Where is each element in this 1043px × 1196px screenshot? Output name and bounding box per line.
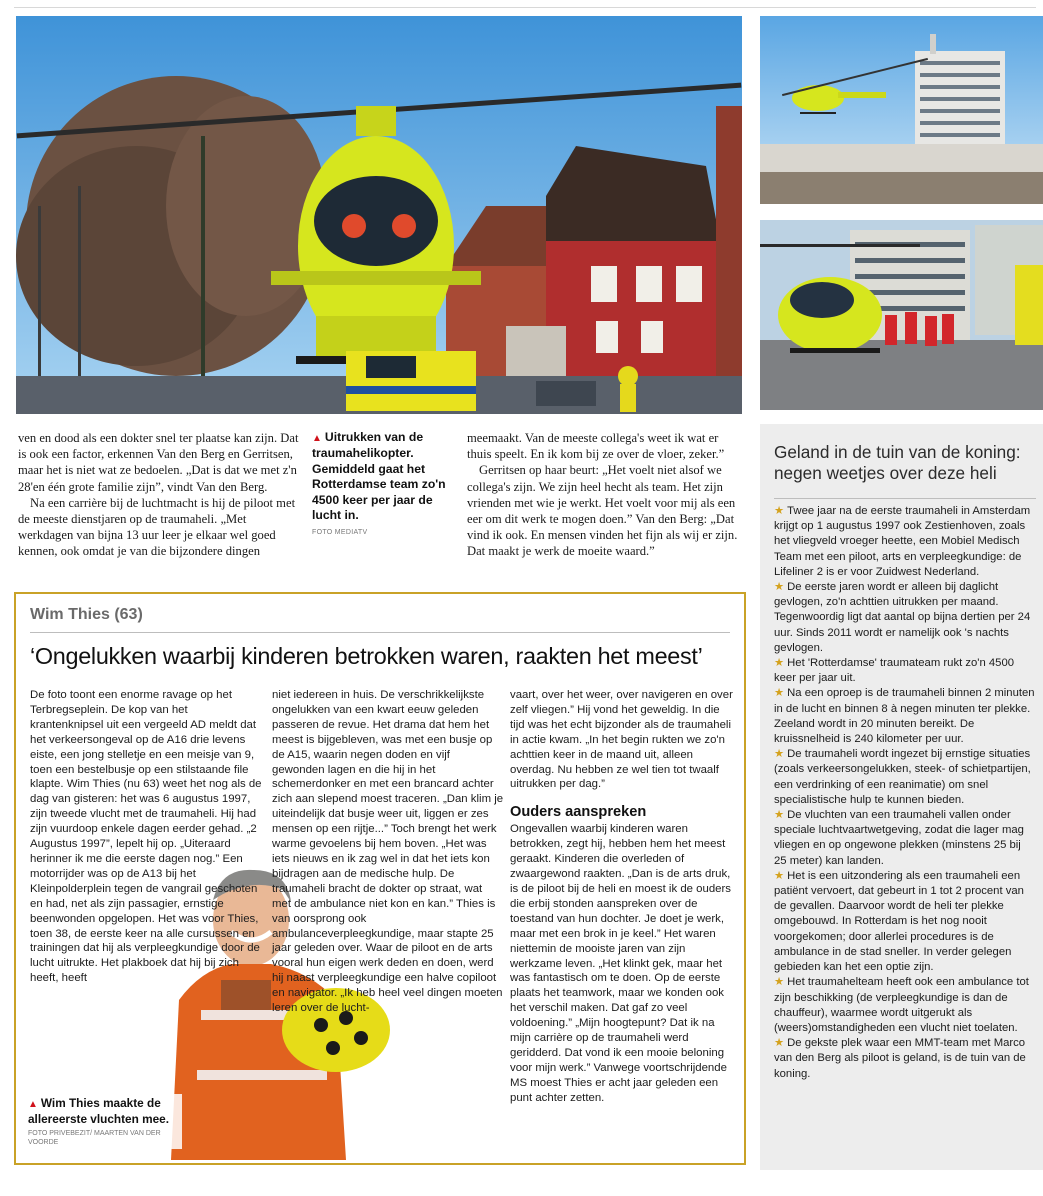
profile-paragraph: vaart, over het weer, over navigeren en over zelf vliegen.” Hij vond het geweldig. In die tijd was het echt bijzonder als de traumaheli in actie kwam. „In het begin rukten we zo'n achttien keer in de maand uit, alleen overdag. Nu hebben ze wel tien tot twaalf uitrukken per dag.” bbox=[510, 689, 733, 791]
star-icon: ★ bbox=[774, 976, 785, 989]
star-icon: ★ bbox=[774, 687, 785, 700]
profile-column-2: niet iedereen in huis. De verschrikkelijkste ongelukken van een kwart eeuw geleden passeren de revue. Het drama dat hem het meest is bijgebleven, was met een busje op de A15, waarin negen doden en vijf gewonden lagen en die hij in het schemerdonker en met een brancard achter zich aan slepend moest traceren. „Dan klim je uiteindelijk dat busje weer uit, liggen er zes mensen op een rijtje...” Toch brengt het werk warme gevoelens bij hem boven. „Het was iets nieuws en ik zag wel in dat het iets kon bijdragen aan de medische hulp. De traumaheli bracht de dokter op straat, wat met de ambulance niet kon en kan.” Thies is van oorsprong ook ambulanceverpleegkundige, maar stapte 25 jaar geleden over. Waar de piloot en de arts vooral hun eigen werk deden en doen, werd hij naast verpleegkundige een halve copiloot en navigator. „Ik heb heel veel dingen moeten leren over de lucht- bbox=[272, 689, 504, 1015]
sidebar-divider bbox=[774, 498, 1036, 499]
star-icon: ★ bbox=[774, 809, 785, 822]
article-column-1 bbox=[18, 430, 304, 560]
top-rule bbox=[14, 7, 1036, 8]
fact-item: ★ De eerste jaren wordt er alleen bij daglicht gevlogen, zo'n achttien uitrukken per maand. Tegenwoordig ligt dat aantal op bijna dertien per 24 uur. Sinds 2011 wordt er namelijk ook 's nachts gevlogen. bbox=[774, 581, 1031, 654]
fact-item: ★ De gekste plek waar een MMT-team met Marco van den Berg als piloot is geland, is de tuin van de koning. bbox=[774, 1037, 1026, 1080]
article-paragraph: Gerritsen op haar beurt: „Het voelt niet alsof we collega's zijn. We zijn heel hecht als team. Het zijn vrienden met wie je werkt. Het voelt voor mij als een eer om dit werk te mogen doen.” Van den Berg: „Dat vind ik ook. En mensen vinden het fijn als wij er zijn. Dat maakt je werk de moeite waard.” bbox=[467, 463, 738, 559]
article-paragraph: meemaakt. Van de meeste collega's weet ik wat er thuis speelt. En ik kom bij ze over de vloer, zeker.” bbox=[467, 431, 725, 462]
profile-name-rule bbox=[30, 632, 730, 633]
star-icon: ★ bbox=[774, 1037, 785, 1050]
facts-sidebar bbox=[760, 424, 1043, 1170]
main-helicopter-photo bbox=[16, 16, 742, 414]
star-icon: ★ bbox=[774, 581, 785, 594]
caption-marker-icon: ▲ bbox=[28, 1099, 38, 1110]
article-paragraph: Na een carrière bij de luchtmacht is hij de piloot met de meeste dienstjaren op de traumaheli. „Met werkdagen van bijna 13 uur leer je elkaar wel goed kennen, ook omdat je van die bijzondere dingen bbox=[18, 495, 296, 559]
helicopter-landing-team-photo bbox=[760, 220, 1043, 410]
star-icon: ★ bbox=[774, 657, 785, 670]
caption-marker-icon: ▲ bbox=[312, 433, 322, 444]
portrait-caption-block bbox=[24, 1094, 182, 1149]
fact-item: ★ De traumaheli wordt ingezet bij ernstige situaties (zoals verkeersongelukken, steek- of schietpartijen, een verdrinking of een reanimatie) om snel specialistische hulp te kunnen bieden. bbox=[774, 748, 1031, 806]
profile-subhead: Ouders aanspreken bbox=[510, 804, 647, 821]
portrait-caption: Wim Thies maakte de allereerste vluchten mee. bbox=[28, 1096, 169, 1127]
profile-name: Wim Thies (63) bbox=[30, 606, 143, 623]
article-paragraph: ven en dood als een dokter snel ter plaatse kan zijn. Dat is ook een factor, erkennen Van den Berg en Gerritsen, maar het is niet wat ze bedoelen. „Dat is dat we met z'n 28'en één grote familie zijn”, vindt Van den Berg. bbox=[18, 431, 299, 494]
profile-column-3 bbox=[510, 688, 734, 1106]
photo-caption: Uitrukken van de traumahelikopter. Gemiddeld gaat het Rotterdamse team zo'n 4500 keer per jaar de lucht in. bbox=[312, 430, 446, 523]
star-icon: ★ bbox=[774, 869, 785, 882]
fact-item: ★ Na een oproep is de traumaheli binnen 2 minuten in de lucht en binnen 8 à negen minuten ter plekke. Zeeland wordt in 20 minuten bereikt. De kruissnelheid is 240 kilometer per uur. bbox=[774, 687, 1035, 746]
fact-item: ★ Twee jaar na de eerste traumaheli in Amsterdam krijgt op 1 augustus 1997 ook Zestienhoven, zoals het vliegveld vroeger heette, een Mobiel Medisch Team met een piloot, arts en verpleegkundige: de Lifeliner 2 is er voor Zuidwest Nederland. bbox=[774, 505, 1031, 578]
fact-item: ★ Het traumahelteam heeft ook een ambulance tot zijn beschikking (de verpleegkundige is dan de chauffeur), waarmee wordt uitgerukt als (weers)omstandigheden een vlucht niet toelaten. bbox=[774, 976, 1029, 1034]
article-column-3 bbox=[467, 430, 743, 560]
helicopter-over-hospital-photo bbox=[760, 16, 1043, 204]
star-icon: ★ bbox=[774, 505, 785, 517]
photo-credit: FOTO MEDIATV bbox=[312, 529, 368, 537]
profile-paragraph: Ongevallen waarbij kinderen waren betrokken, zegt hij, hebben hem het meest geraakt. Kinderen die overleden of zwaargewond raakten. „Dan is de arts druk, is de piloot bij de heli en moest ik de ouders die erbij stonden aanspreken over de toestand van hun dochter. Je doet je werk, maar met een brok in je keel.” Het waren niettemin de mooiste jaren van zijn werkzame leven. „Het klinkt gek, maar het was fantastisch om te doen. Op de eerste plaats het teamwork, maar we konden ook het verschil maken. Dat gaf zo veel voldoening.” „Mijn hoogtepunt? Dat ik na mijn carrière op de traumaheli werd geridderd. Dat vond ik een mooie beloning voor mijn werk.” Vanwege voortschrijdende MS moest Thies er acht jaar geleden een punt achter zetten. bbox=[510, 823, 731, 1104]
fact-item: ★ De vluchten van een traumaheli vallen onder speciale luchtvaartwetgeving, zodat die lager mag vliegen en op ongewone plekken (minstens 25 bij 25 meter) kan landen. bbox=[774, 809, 1024, 867]
profile-column-1: De foto toont een enorme ravage op het Terbregseplein. De kop van het krantenknipsel uit een vergeeld AD meldt dat het verkeersongeval op de A16 drie levens eiste, een jong stelletje en een meisje van 9, toen een bestelbusje op een stilstaande file klapte. Wim Thies (nu 63) weet het nog als de dag van gisteren: het was 6 augustus 1997, zijn tweede vlucht met de traumaheli. Hij had zijn vuurdoop enkele dagen eerder gehad. „2 Augustus 1997”, lepelt hij op. „Uiteraard herinner ik me die eerste dagen nog.” Een motorrijder was op de A13 bij het Kleinpolderplein tegen de vangrail geschoten en had, net als zijn passagier, ernstige beenwonden opgelopen. Het was voor Thies, toen 38, de eerste keer na alle cursussen en trainingen dat hij als verpleegkundige door de lucht uitrukte. Het plakboek dat hij bij zich heeft, heeft bbox=[30, 689, 262, 985]
sidebar-title: Geland in de tuin van de koning: negen weetjes over deze heli bbox=[774, 442, 1021, 483]
sidebar-list bbox=[774, 504, 1036, 1082]
fact-item: ★ Het 'Rotterdamse' traumateam rukt zo'n 4500 keer per jaar uit. bbox=[774, 657, 1015, 685]
star-icon: ★ bbox=[774, 748, 785, 761]
photo-caption-block bbox=[312, 430, 458, 536]
profile-headline: ‘Ongelukken waarbij kinderen betrokken waren, raakten het meest’ bbox=[30, 643, 703, 669]
portrait-credit: FOTO PRIVEBEZIT/ MAARTEN VAN DER VOORDE bbox=[28, 1129, 161, 1146]
fact-item: ★ Het is een uitzondering als een traumaheli een patiënt vervoert, dat gebeurt in 1 tot 2 procent van de gevallen. Daarvoor wordt de heli ter plekke omgebouwd. In Rotterdam is het nog nooit voorgekomen; door allerlei procedures is de ambulance in de stad sneller. In verder gelegen gebieden kan het een optie zijn. bbox=[774, 869, 1024, 974]
profile-box bbox=[14, 592, 746, 1165]
